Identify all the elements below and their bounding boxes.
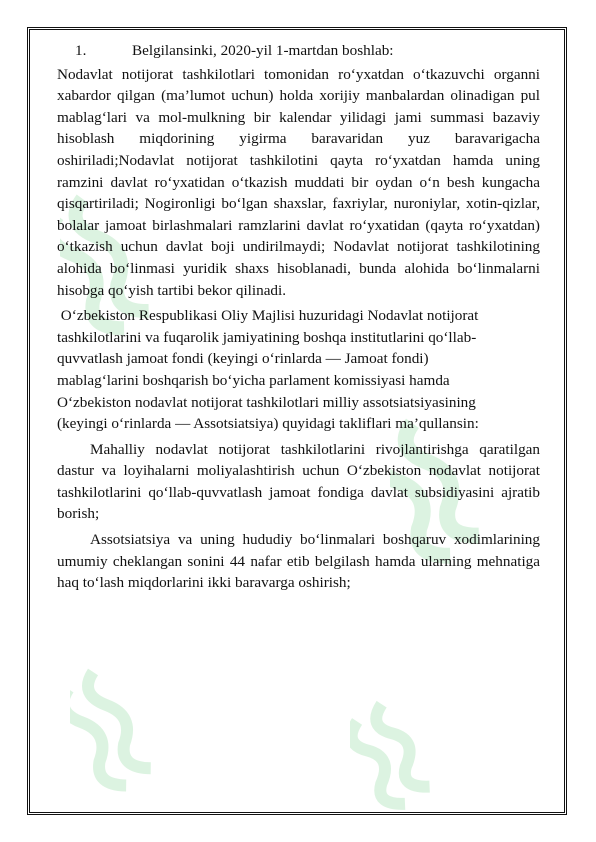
paragraph-line: O‘zbekiston Respublikasi Oliy Majlisi huzuridagi Nodavlat notijorat	[57, 307, 479, 325]
paragraph-line: (keyingi o‘rinlarda — Assotsiatsiya) quyidagi takliflari ma’qullansin:	[57, 415, 479, 433]
document-body	[57, 40, 540, 594]
paragraph-line: O‘zbekiston nodavlat notijorat tashkilotlari milliy assotsiatsiyasining	[57, 393, 476, 411]
item-number: 1.	[75, 42, 87, 59]
paragraph-approval	[57, 305, 540, 435]
item-heading-text: Belgilansinki, 2020-yil 1-martdan boshlab:	[132, 42, 394, 59]
paragraph-line: quvvatlash jamoat fondi (keyingi o‘rinlarda — Jamoat fondi)	[57, 350, 429, 368]
item-heading	[57, 40, 540, 62]
paragraph-foreign-funds: Nodavlat notijorat tashkilotlari tomonidan ro‘yxatdan o‘tkazuvchi organni xabardor qilgan (ma’lumot uchun) holda xorijiy manbalardan olinadigan pul mablag‘lari va mol-mulkning bir kalendar yilidagi jami summasi bazaviy hisoblash miqdorining yigirma baravaridan yuz baravarigacha oshiriladi;Nodavlat notijorat tashkilotini qayta ro‘yxatdan hamda uning ramzini davlat ro‘yxatidan o‘tkazish muddati bir oydan o‘n besh kungacha qisqartiriladi; Nogironligi bo‘lgan shaxslar, faxriylar, nuroniylar, xotin-qizlar, bolalar jamoat birlashmalari ramzlarini davlat ro‘yxatidan (qayta ro‘yxatdan) o‘tkazish uchun davlat boji undirilmaydi; Nodavlat notijorat tashkilotining alohida bo‘linmasi yuridik shaxs hisoblanadi, bunda alohida bo‘linmalarni hisobga qo‘yish tartibi bekor qilinadi.	[57, 65, 540, 299]
paragraph-staff: Assotsiatsiya va uning hududiy bo‘linmalari boshqaruv xodimlarining umumiy cheklangan sonini 44 nafar etib belgilash hamda ularning mehnatiga haq to‘lash miqdorlarini ikki baravarga oshirish;	[57, 531, 540, 592]
paragraph-subsidy: Mahalliy nodavlat notijorat tashkilotlarini rivojlantirishga qaratilgan dastur va loyihalarni moliyalashtirish uchun O‘zbekiston nodavlat notijorat tashkilotlarini qo‘llab-quvvatlash jamoat fondiga davlat subsidiyasini ajratib borish;	[57, 440, 540, 523]
paragraph-line: mablag‘larini boshqarish bo‘yicha parlament komissiyasi hamda	[57, 371, 450, 389]
paragraph-line: tashkilotlarini va fuqarolik jamiyatining boshqa institutlarini qo‘llab-	[57, 328, 477, 346]
